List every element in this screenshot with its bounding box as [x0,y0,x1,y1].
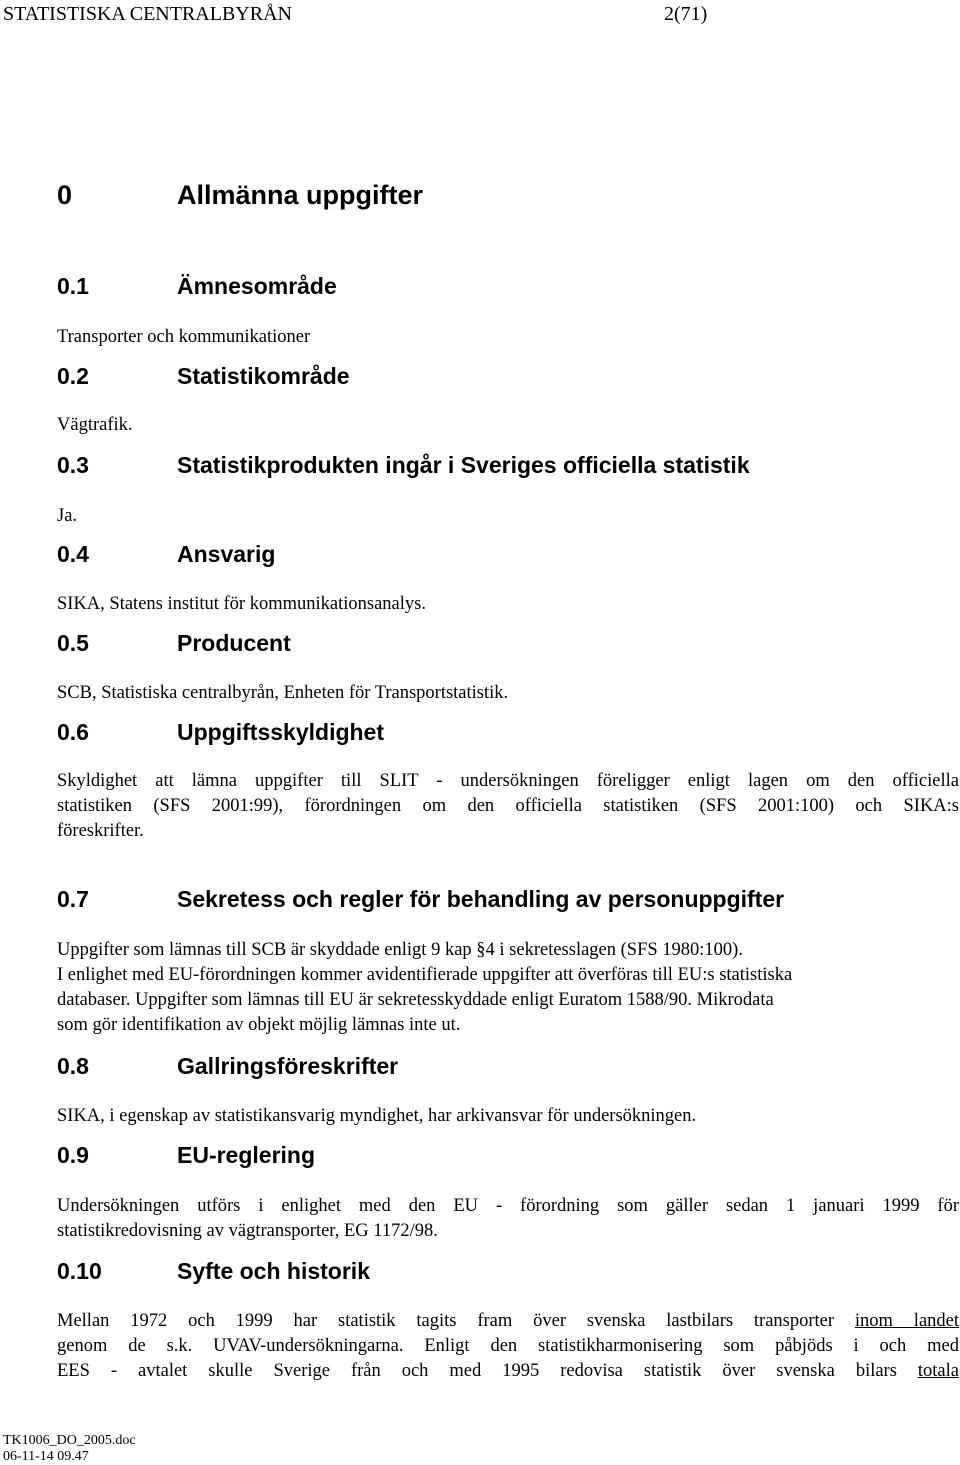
main-heading-title: Allmänna uppgifter [177,180,424,210]
page-header [3,3,960,29]
paragraph-line: SIKA, Statens institut för kommunikationsanalys. [57,594,426,614]
paragraph-line [57,1309,959,1334]
paragraph-line: Uppgifter som lämnas till SCB är skyddade enligt 9 kap §4 i sekretesslagen (SFS 1980:100). [57,940,743,960]
section-heading-0-3 [0,452,960,482]
section-number: 0.7 [57,886,89,912]
section-number: 0.3 [57,452,89,478]
paragraph-line: I enlighet med EU-förordningen kommer avidentifierade uppgifter att överföras till EU:s statistiska [57,965,793,985]
section-title: Statistikområde [177,363,350,389]
section-number: 0.6 [57,719,89,745]
footer-filename: TK1006_DO_2005.doc [3,1433,136,1448]
paragraph-text: Mellan 1972 och 1999 har statistik tagits fram över svenska lastbilars transporter [57,1311,835,1331]
paragraph-line: Skyldighet att lämna uppgifter till SLIT - undersökningen föreligger enligt lagen om den officiella [57,771,959,791]
paragraph-line: Undersökningen utförs i enlighet med den EU - förordning som gäller sedan 1 januari 1999 för [57,1196,959,1216]
section-number: 0.8 [57,1053,89,1079]
section-text-0-1 [57,325,959,350]
section-text-0-5 [57,681,959,706]
section-heading-0-9 [0,1142,960,1172]
main-heading [0,180,960,214]
footer [3,1433,136,1465]
section-heading-0-2 [0,363,960,393]
paragraph-line: som gör identifikation av objekt möjlig lämnas inte ut. [57,1015,461,1035]
section-heading-0-5 [0,630,960,660]
section-text-0-4 [57,592,959,617]
footer-datetime: 06-11-14 09.47 [3,1449,89,1464]
paragraph-line: statistiken (SFS 2001:99), förordningen om den officiella statistiken (SFS 2001:100) och SIKA:s [57,796,959,816]
section-heading-0-4 [0,541,960,571]
section-title: Syfte och historik [177,1258,370,1284]
paragraph-line [57,1359,959,1384]
organization-name: STATISTISKA CENTRALBYRÅN [3,3,292,25]
main-heading-number: 0 [57,180,73,210]
underlined-text: totala [917,1361,959,1381]
paragraph-line: SCB, Statistiska centralbyrån, Enheten för Transportstatistik. [57,683,509,703]
section-heading-0-1 [0,273,960,303]
paragraph-line: SIKA, i egenskap av statistikansvarig myndighet, har arkivansvar för undersökningen. [57,1106,697,1126]
section-title: Statistikprodukten ingår i Sveriges officiella statistik [177,452,750,478]
underlined-text: inom landet [854,1311,960,1331]
section-title: Sekretess och regler för behandling av personuppgifter [177,886,785,912]
section-number: 0.1 [57,273,89,299]
section-text-0-3 [57,504,959,529]
section-text-0-10 [57,1309,959,1384]
paragraph-text: EES - avtalet skulle Sverige från och med 1995 redovisa statistik över svenska bilars [57,1361,897,1381]
section-text-0-9 [57,1194,959,1244]
section-title: Uppgiftsskyldighet [177,719,385,745]
paragraph-line: Vägtrafik. [57,415,133,435]
section-number: 0.2 [57,363,89,389]
section-heading-0-10 [0,1258,960,1288]
section-number: 0.10 [57,1258,102,1284]
paragraph-line: Transporter och kommunikationer [57,327,311,347]
section-title: Producent [177,630,291,656]
paragraph-line: statistikredovisning av vägtransporter, EG 1172/98. [57,1221,438,1241]
section-title: Ämnesområde [177,273,337,299]
section-number: 0.5 [57,630,89,656]
section-heading-0-7 [0,886,960,916]
paragraph-line: Ja. [57,506,78,526]
section-text-0-7 [57,938,959,1038]
paragraph-line: databaser. Uppgifter som lämnas till EU är sekretesskyddade enligt Euratom 1588/90. Mikrodata [57,990,774,1010]
section-heading-0-8 [0,1053,960,1083]
page-number: 2(71) [664,3,708,25]
section-title: Gallringsföreskrifter [177,1053,399,1079]
paragraph-line: genom de s.k. UVAV-undersökningarna. Enligt den statistikharmonisering som påbjöds i och med [57,1336,959,1356]
section-number: 0.4 [57,541,89,567]
section-heading-0-6 [0,719,960,749]
section-title: EU-reglering [177,1142,316,1168]
section-text-0-2 [57,413,959,438]
paragraph-line: föreskrifter. [57,821,144,841]
section-number: 0.9 [57,1142,89,1168]
section-text-0-8 [57,1104,959,1129]
section-text-0-6 [57,769,959,844]
section-title: Ansvarig [177,541,276,567]
